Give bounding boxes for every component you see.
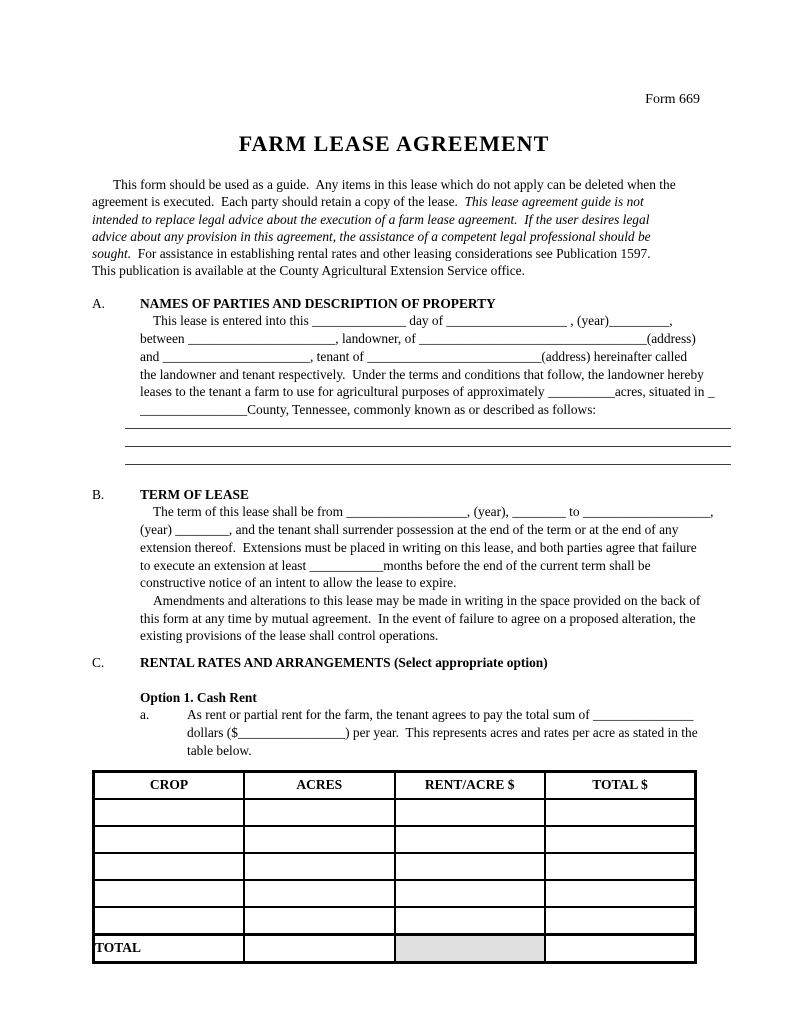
empty-cell: [244, 799, 395, 826]
empty-cell: [94, 853, 245, 880]
section-heading: NAMES OF PARTIES AND DESCRIPTION OF PROPERTY: [140, 295, 496, 311]
section-letter: B.: [92, 486, 105, 502]
text-line: This publication is available at the County Agricultural Extension Service office.: [92, 263, 525, 279]
col-header-crop: CROP: [94, 771, 245, 799]
form-number: Form 669: [645, 92, 700, 107]
item-a-label: a.: [140, 707, 150, 723]
text-line: existing provisions of the lease shall control operations.: [140, 628, 439, 644]
shaded-cell: [395, 934, 546, 962]
empty-cell: [244, 934, 395, 962]
blank-writing-line: [125, 447, 731, 465]
empty-cell: [94, 799, 245, 826]
text-line: constructive notice of an intent to allow the lease to expire.: [140, 575, 457, 591]
table-row: [94, 907, 696, 935]
section-a-heading-row: [92, 295, 746, 313]
table-header-row: [94, 771, 696, 799]
empty-cell: [395, 907, 546, 935]
cash-rent-table: [92, 770, 697, 964]
text-line: this form at any time by mutual agreement. In the event of failure to agree on a proposed alteration, the: [140, 610, 696, 626]
text-line: to execute an extension at least ___________months before the end of the current term shall be: [140, 557, 651, 573]
text-line: extension thereof. Extensions must be placed in writing on this lease, and both parties agree that failure: [140, 539, 697, 555]
option-1-heading: Option 1. Cash Rent: [140, 689, 257, 705]
col-header-rent-per-acre: RENT/ACRE $: [395, 771, 546, 799]
text-segment: agreement is executed. Each party should retain a copy of the lease.: [92, 194, 465, 210]
text-line: ________________County, Tennessee, commonly known as or described as follows:: [140, 402, 597, 417]
text-line: advice about any provision in this agreement, the assistance of a competent legal professional should be: [92, 228, 651, 244]
empty-cell: [395, 853, 546, 880]
empty-cell: [545, 907, 696, 935]
empty-cell: [94, 826, 245, 853]
page-title: FARM LEASE AGREEMENT: [238, 131, 550, 156]
table-total-row: [94, 934, 696, 962]
blank-writing-line: [125, 419, 731, 429]
col-header-acres: ACRES: [244, 771, 395, 799]
section-letter: C.: [92, 655, 105, 671]
empty-cell: [545, 853, 696, 880]
text-line: [92, 193, 738, 210]
section-c-heading-row: [92, 654, 746, 672]
section-a-body: [140, 312, 746, 418]
table-row: [94, 853, 696, 880]
section-letter: A.: [92, 295, 106, 311]
property-description-blanks: [125, 419, 746, 465]
empty-cell: [244, 880, 395, 907]
empty-cell: [244, 907, 395, 935]
empty-cell: [395, 880, 546, 907]
empty-cell: [395, 799, 546, 826]
item-a-text: [187, 706, 746, 759]
table-row: [94, 799, 696, 826]
section-c: [92, 654, 746, 760]
text-line: As rent or partial rent for the farm, the tenant agrees to pay the total sum of _______________: [187, 707, 694, 723]
text-line: table below.: [187, 742, 252, 758]
text-line: and ______________________, tenant of __________________________(address) hereinafter called: [140, 348, 688, 364]
text-line: The term of this lease shall be from __________________, (year), ________ to ___________________,: [153, 504, 714, 520]
text-line: leases to the tenant a farm to use for agricultural purposes of approximately __________acres, situated in _: [140, 384, 715, 400]
empty-cell: [94, 907, 245, 935]
text-line: between ______________________, landowner, of __________________________________(address): [140, 331, 696, 347]
empty-cell: [545, 826, 696, 853]
text-line: intended to replace legal advice about the execution of a farm lease agreement. If the user desires legal: [92, 211, 650, 227]
item-a: [140, 706, 746, 759]
empty-cell: [395, 826, 546, 853]
intro-paragraph: [92, 176, 738, 280]
table-row: [94, 880, 696, 907]
text-line: This form should be used as a guide. Any items in this lease which do not apply can be deleted when the: [113, 177, 676, 192]
total-label: TOTAL: [94, 934, 245, 962]
text-line: Amendments and alterations to this lease may be made in writing in the space provided on the back of: [153, 592, 701, 608]
text-segment-italic: sought.: [92, 246, 132, 262]
empty-cell: [94, 880, 245, 907]
empty-cell: [545, 799, 696, 826]
blank-writing-line: [125, 429, 731, 447]
text-line: [92, 245, 738, 262]
text-segment: For assistance in establishing rental rates and other leasing considerations see Publication 1597.: [131, 246, 651, 262]
col-header-total: TOTAL $: [545, 771, 696, 799]
text-segment-italic: This lease agreement guide is not: [464, 194, 644, 210]
section-heading: TERM OF LEASE: [140, 486, 249, 502]
section-b-heading-row: [92, 486, 746, 504]
empty-cell: [545, 880, 696, 907]
section-b: [92, 486, 746, 645]
empty-cell: [244, 853, 395, 880]
table-row: [94, 826, 696, 853]
section-a: [92, 295, 746, 465]
empty-cell: [244, 826, 395, 853]
text-line: the landowner and tenant respectively. Under the terms and conditions that follow, the landowner hereby: [140, 366, 704, 382]
text-line: (year) ________, and the tenant shall surrender possession at the end of the term or at the end of any: [140, 522, 679, 538]
text-line: dollars ($________________) per year. This represents acres and rates per acre as stated in the: [187, 725, 698, 741]
empty-cell: [545, 934, 696, 962]
section-b-body: [140, 503, 746, 645]
section-heading: RENTAL RATES AND ARRANGEMENTS (Select appropriate option): [140, 655, 548, 671]
text-line: This lease is entered into this ______________ day of __________________ , (year)_________,: [153, 313, 673, 329]
